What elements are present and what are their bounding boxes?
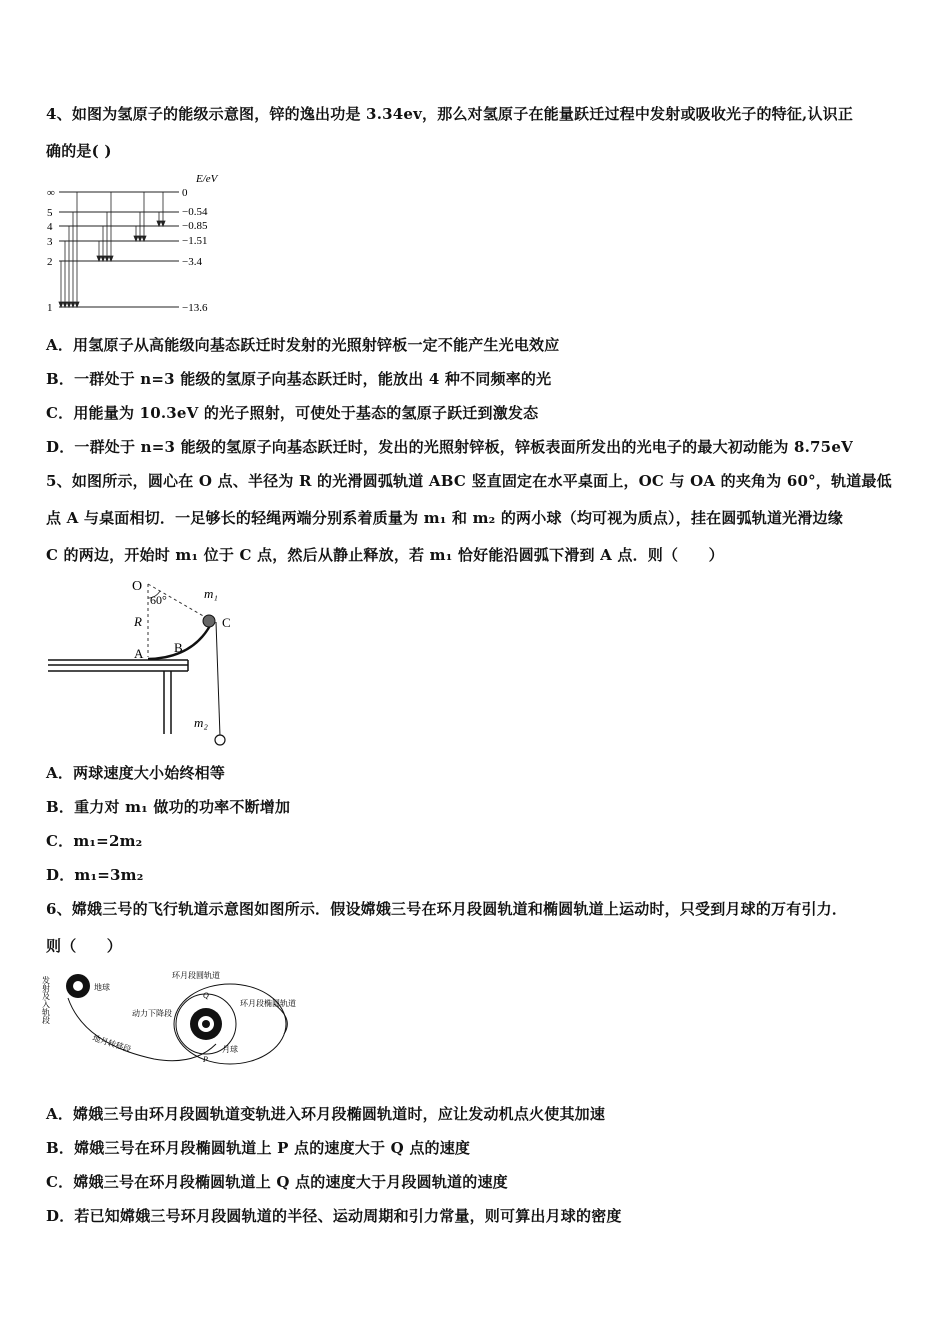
rope <box>216 622 220 736</box>
label-p: P <box>203 1055 208 1064</box>
q4-option-b: B．一群处于 n=3 能级的氢原子向基态跃迁时，能放出 4 种不同频率的光 <box>46 370 552 388</box>
earth-highlight <box>73 981 83 991</box>
q5-stem-line1: 5、如图所示，圆心在 O 点、半径为 R 的光滑圆弧轨道 ABC 竖直固定在水平桌面上，OC 与 OA 的夹角为 60°，轨道最低 <box>46 472 892 490</box>
level-e-2: −3.4 <box>182 256 202 268</box>
label-a: A <box>134 646 144 661</box>
label-b: B <box>174 640 183 655</box>
q5-stem-line2: 点 A 与桌面相切．一足够长的轻绳两端分别系着质量为 m₁ 和 m₂ 的两小球（均可视为质点），挂在圆弧轨道光滑边缘 <box>46 509 843 527</box>
transitions-to-n4 <box>157 192 165 226</box>
transitions-to-n1 <box>59 192 79 307</box>
label-c: C <box>222 615 231 630</box>
level-e-3: −1.51 <box>182 235 208 247</box>
level-e-4: −0.85 <box>182 220 208 232</box>
label-r: R <box>134 614 142 629</box>
level-e-inf: 0 <box>182 187 188 199</box>
ball-m2 <box>215 735 225 745</box>
q6-stem-line2: 则（ ） <box>46 937 123 955</box>
q6-option-d: D．若已知嫦娥三号环月段圆轨道的半径、运动周期和引力常量，则可算出月球的密度 <box>46 1207 622 1225</box>
q6-stem-line1: 6、嫦娥三号的飞行轨道示意图如图所示．假设嫦娥三号在环月段圆轨道和椭圆轨道上运动时，只受到月球的万有引力． <box>46 900 848 918</box>
label-circle-orbit: 环月段圆轨道 <box>172 971 220 980</box>
q5-option-d: D．m₁=3m₂ <box>46 866 144 884</box>
transitions-to-n3 <box>134 192 146 241</box>
label-ellipse-orbit: 环月段椭圆轨道 <box>240 999 296 1008</box>
label-o: O <box>132 579 143 594</box>
level-n-4: 4 <box>47 221 53 233</box>
label-descent: 动力下降段 <box>132 1009 172 1018</box>
label-moon: 月球 <box>222 1045 238 1054</box>
moon-core <box>202 1020 210 1028</box>
level-n-1: 1 <box>47 302 53 314</box>
level-n-2: 2 <box>47 256 53 268</box>
label-earth: 地球 <box>94 983 110 992</box>
label-q: Q <box>203 991 209 1000</box>
energy-level-diagram <box>44 170 244 320</box>
energy-axis-label: E/eV <box>196 173 218 185</box>
q6-option-a: A．嫦娥三号由环月段圆轨道变轨进入环月段椭圆轨道时，应让发动机点火使其加速 <box>46 1105 606 1123</box>
label-m2: m₂ <box>194 715 208 730</box>
label-m1: m₁ <box>204 586 218 601</box>
q4-option-d: D．一群处于 n=3 能级的氢原子向基态跃迁时，发出的光照射锌板，锌板表面所发出的光电子的最大初动能为 8.75eV <box>46 438 853 456</box>
q6-option-c: C．嫦娥三号在环月段椭圆轨道上 Q 点的速度大于月段圆轨道的速度 <box>46 1173 508 1191</box>
q6-option-b: B．嫦娥三号在环月段椭圆轨道上 P 点的速度大于 Q 点的速度 <box>46 1139 471 1157</box>
q4-option-c: C．用能量为 10.3eV 的光子照射，可使处于基态的氢原子跃迁到激发态 <box>46 404 539 422</box>
level-e-5: −0.54 <box>182 206 208 218</box>
label-launch: 发射及入轨段 <box>41 976 51 1024</box>
level-e-1: −13.6 <box>182 302 208 314</box>
arc-track-diagram <box>44 572 244 750</box>
q5-option-a: A．两球速度大小始终相等 <box>46 764 226 782</box>
ball-m1 <box>203 615 215 627</box>
q4-stem-line2: 确的是( ) <box>46 142 112 160</box>
level-n-5: 5 <box>47 207 53 219</box>
q5-option-c: C．m₁=2m₂ <box>46 832 143 850</box>
q5-stem-line3: C 的两边，开始时 m₁ 位于 C 点，然后从静止释放，若 m₁ 恰好能沿圆弧下滑到 A 点．则（ ） <box>46 546 724 564</box>
q5-option-b: B．重力对 m₁ 做功的功率不断增加 <box>46 798 291 816</box>
q4-stem-line1: 4、如图为氢原子的能级示意图，锌的逸出功是 3.34ev，那么对氢原子在能量跃迁过程中发射或吸收光子的特征,认识正 <box>46 105 854 123</box>
label-transfer: 地月转移段 <box>91 1033 133 1055</box>
level-n-3: 3 <box>47 236 53 248</box>
orbit-diagram <box>41 964 310 1072</box>
q4-option-a: A．用氢原子从高能级向基态跃迁时发射的光照射锌板一定不能产生光电效应 <box>46 336 560 354</box>
label-angle: 60° <box>150 593 167 607</box>
level-n-inf: ∞ <box>47 187 55 199</box>
